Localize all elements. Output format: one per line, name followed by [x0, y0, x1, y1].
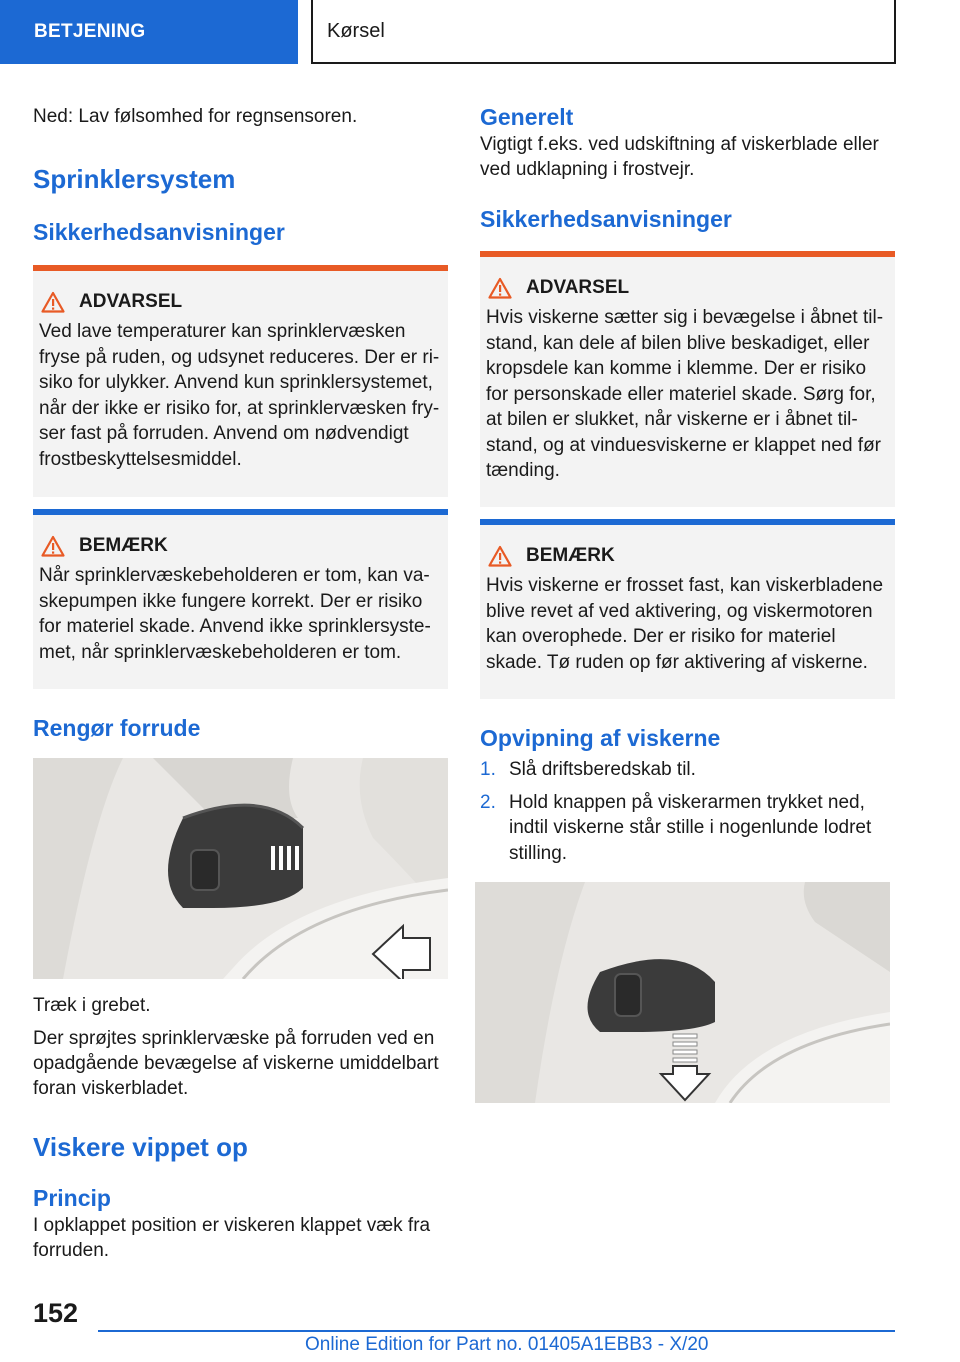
footer-divider — [98, 1330, 895, 1332]
step-number: 2. — [480, 791, 496, 813]
wiper-lever-figure — [475, 882, 890, 1103]
page-number: 152 — [33, 1298, 79, 1328]
chapter-title: Kørsel — [327, 19, 385, 42]
warning-body: Ved lave temperaturer kan sprinklervæsken fryse på ruden, og udsynet reduceres. Der er ri-siko for ulykker. Anvend kun sprinklersystemet, når der ikke er risiko for, at sprinklervæsken fry-ser fast på forruden. Anvend om nødvendigt frostbeskyttelsesmiddel. — [39, 321, 440, 470]
warning-title: ADVARSEL — [526, 277, 630, 298]
step-text: Slå driftsberedskab til. — [509, 759, 696, 780]
steps-list — [480, 757, 895, 866]
warning-triangle-icon — [488, 277, 512, 299]
section-tab — [0, 0, 298, 64]
heading-principle: Princip — [33, 1185, 111, 1211]
warning-triangle-icon — [41, 291, 65, 313]
note-title: BEMÆRK — [526, 545, 615, 566]
step-text: Hold knappen på viskerarmen trykket ned, indtil viskerne står stille i nogenlunde lodret stilling. — [509, 791, 872, 864]
note-box-right — [480, 519, 895, 699]
clean-text-2: Der sprøjtes sprinklervæske på forruden ved en opadgående bevægelse af viskerne umiddelbart foran viskerbladet. — [33, 1028, 439, 1099]
heading-open-wipers: Opvipning af viskerne — [480, 725, 721, 751]
clean-text-1: Træk i grebet. — [33, 995, 151, 1016]
heading-safety-right: Sikkerhedsanvisninger — [480, 206, 732, 232]
heading-tilted-wipers: Viskere vippet op — [33, 1132, 248, 1162]
note-body: Når sprinklervæskebeholderen er tom, kan va-skepumpen ikke fungere korrekt. Der er risiko for materiel skade. Anvend ikke sprinklersyste-met, når sprinklervæskebeholderen er tom. — [39, 565, 431, 663]
list-item — [480, 790, 895, 867]
washer-lever-figure — [33, 758, 448, 979]
heading-clean-windscreen: Rengør forrude — [33, 715, 201, 741]
general-text: Vigtigt f.eks. ved udskiftning af viskerblade eller ved udklapning i frostvejr. — [480, 134, 879, 180]
chapter-header — [311, 0, 896, 64]
warning-body: Hvis viskerne sætter sig i bevægelse i åbnet til-stand, kan dele af bilen blive beskadiget, eller kropsdele kan komme i klemme. Der er risiko for personskade eller materiel skade. Sørg for, at bilen er slukket, når viskerne er i åbnet til-stand, og at vinduesviskerne er klappet ned før tænding. — [486, 307, 884, 481]
footer-edition: Online Edition for Part no. 01405A1EBB3 - X/20 — [305, 1334, 709, 1355]
step-number: 1. — [480, 759, 496, 780]
section-title: BETJENING — [34, 21, 146, 42]
heading-sprinkler: Sprinklersystem — [33, 164, 236, 194]
warning-triangle-icon — [41, 535, 65, 557]
warning-title: ADVARSEL — [79, 291, 183, 312]
right-column — [480, 100, 895, 873]
note-body: Hvis viskerne er frosset fast, kan viskerbladene blive revet af ved aktivering, og viskermotoren kan overophede. Der er risiko for materiel skade. Tø ruden op før aktivering af viskerne. — [486, 575, 884, 673]
list-item — [480, 757, 895, 783]
intro-text: Ned: Lav følsomhed for regnsensoren. — [33, 106, 358, 127]
heading-general: Generelt — [480, 104, 574, 130]
warning-triangle-icon — [488, 545, 512, 567]
warning-box-right — [480, 251, 895, 507]
note-box-left — [33, 509, 448, 689]
heading-safety-left: Sikkerhedsanvisninger — [33, 219, 285, 245]
principle-text: I opklappet position er viskeren klappet væk fra forruden. — [33, 1215, 431, 1261]
note-title: BEMÆRK — [79, 535, 168, 556]
warning-box-left — [33, 265, 448, 497]
left-column — [33, 100, 448, 1271]
